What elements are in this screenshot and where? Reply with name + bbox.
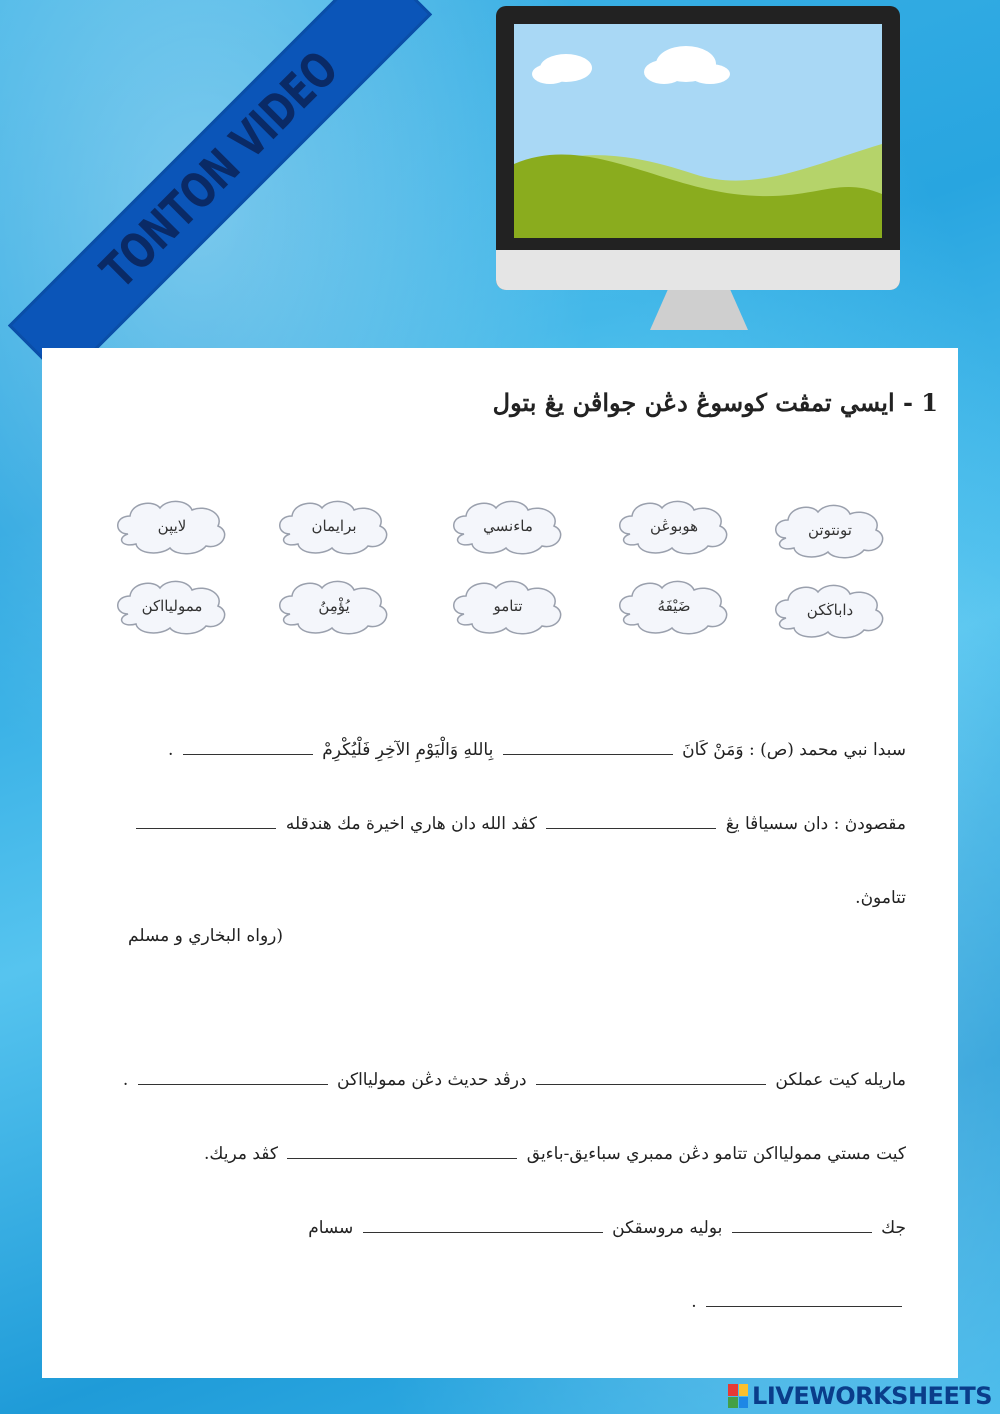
q2-end: كڤد مريك. bbox=[203, 1144, 278, 1164]
word-cloud[interactable] bbox=[110, 574, 234, 638]
hadith-line bbox=[168, 740, 906, 760]
word-cloud[interactable] bbox=[446, 574, 570, 638]
hadith-prefix: سبدا نبي محمد (ص) : وَمَنْ كَانَ bbox=[682, 740, 906, 760]
q1-middle: درڤد حديث دڠن مموليااكن bbox=[337, 1070, 527, 1090]
q3-middle: بوليه مروسقكن bbox=[612, 1218, 723, 1238]
word-label: ضَيْفَهُ bbox=[657, 597, 691, 615]
liveworksheets-logo-icon bbox=[728, 1384, 748, 1408]
question-line-4 bbox=[691, 1292, 906, 1312]
word-cloud[interactable] bbox=[446, 494, 570, 558]
word-cloud[interactable] bbox=[272, 574, 396, 638]
question-title: 1 - ايسي تمڤت كوسوڠ دڠن جواڤن يڠ بتول bbox=[492, 388, 938, 417]
q4-end: . bbox=[691, 1292, 697, 1312]
q3-prefix: جك bbox=[881, 1218, 906, 1238]
answer-blank[interactable] bbox=[138, 1070, 328, 1085]
answer-blank[interactable] bbox=[732, 1218, 872, 1233]
q2-prefix: كيت مستي مموليااكن تتامو دڠن ممبري سباءيق-باءيق bbox=[526, 1144, 906, 1164]
banner-text: TONTON VIDEO bbox=[91, 41, 349, 299]
word-cloud[interactable] bbox=[110, 494, 234, 558]
q3-end: سسام bbox=[308, 1218, 354, 1238]
answer-blank[interactable] bbox=[536, 1070, 766, 1085]
word-label: هوبوڠن bbox=[650, 517, 698, 535]
word-label: يُؤْمِنُ bbox=[318, 597, 350, 615]
word-cloud[interactable] bbox=[612, 574, 736, 638]
meaning-middle: كڤد الله دان هاري اخيرة مك هندقله bbox=[285, 814, 537, 834]
hadith-end: . bbox=[168, 740, 174, 760]
q1-prefix: ماريله كيت عملكن bbox=[775, 1070, 906, 1090]
meaning-prefix: مقصودڽ : دان سسياڤا يڠ bbox=[725, 814, 906, 834]
word-cloud[interactable] bbox=[612, 494, 736, 558]
answer-blank[interactable] bbox=[287, 1144, 517, 1159]
question-line-3 bbox=[308, 1218, 906, 1238]
answer-blank[interactable] bbox=[183, 740, 313, 755]
narrator-text: (رواه البخاري و مسلم bbox=[128, 926, 284, 946]
word-label: لايڽن bbox=[157, 517, 187, 535]
word-label: برايمان bbox=[311, 517, 357, 535]
word-label: تتامو bbox=[493, 597, 523, 615]
word-cloud[interactable] bbox=[768, 498, 892, 562]
meaning-end: تتاموڽ. bbox=[855, 888, 906, 908]
word-cloud[interactable] bbox=[272, 494, 396, 558]
word-cloud[interactable] bbox=[768, 578, 892, 642]
answer-blank[interactable] bbox=[706, 1292, 902, 1307]
worksheet bbox=[42, 348, 958, 1378]
question-line-2 bbox=[204, 1144, 906, 1164]
hadith-middle: بِاللهِ وَالْيَوْمِ الآخِرِ فَلْيُكْرِمْ bbox=[322, 740, 494, 760]
answer-blank[interactable] bbox=[363, 1218, 603, 1233]
q1-end: . bbox=[122, 1070, 129, 1090]
word-label: مموليااكن bbox=[141, 597, 203, 615]
liveworksheets-footer[interactable] bbox=[728, 1382, 992, 1410]
monitor-chin bbox=[496, 250, 900, 290]
answer-blank[interactable] bbox=[546, 814, 716, 829]
tonton-video-banner bbox=[8, 0, 432, 382]
monitor-stand bbox=[650, 290, 748, 330]
video-screen-icon[interactable] bbox=[514, 24, 882, 238]
answer-blank[interactable] bbox=[503, 740, 673, 755]
question-line-1 bbox=[123, 1070, 906, 1090]
brand-name: LIVEWORKSHEETS bbox=[752, 1382, 992, 1410]
video-monitor[interactable] bbox=[496, 6, 900, 290]
meaning-line bbox=[132, 814, 906, 834]
answer-blank[interactable] bbox=[136, 814, 276, 829]
word-label: ماءنسي bbox=[483, 517, 533, 535]
word-label: داباڬكن bbox=[806, 601, 854, 619]
word-label: تونتوتن bbox=[808, 521, 852, 539]
